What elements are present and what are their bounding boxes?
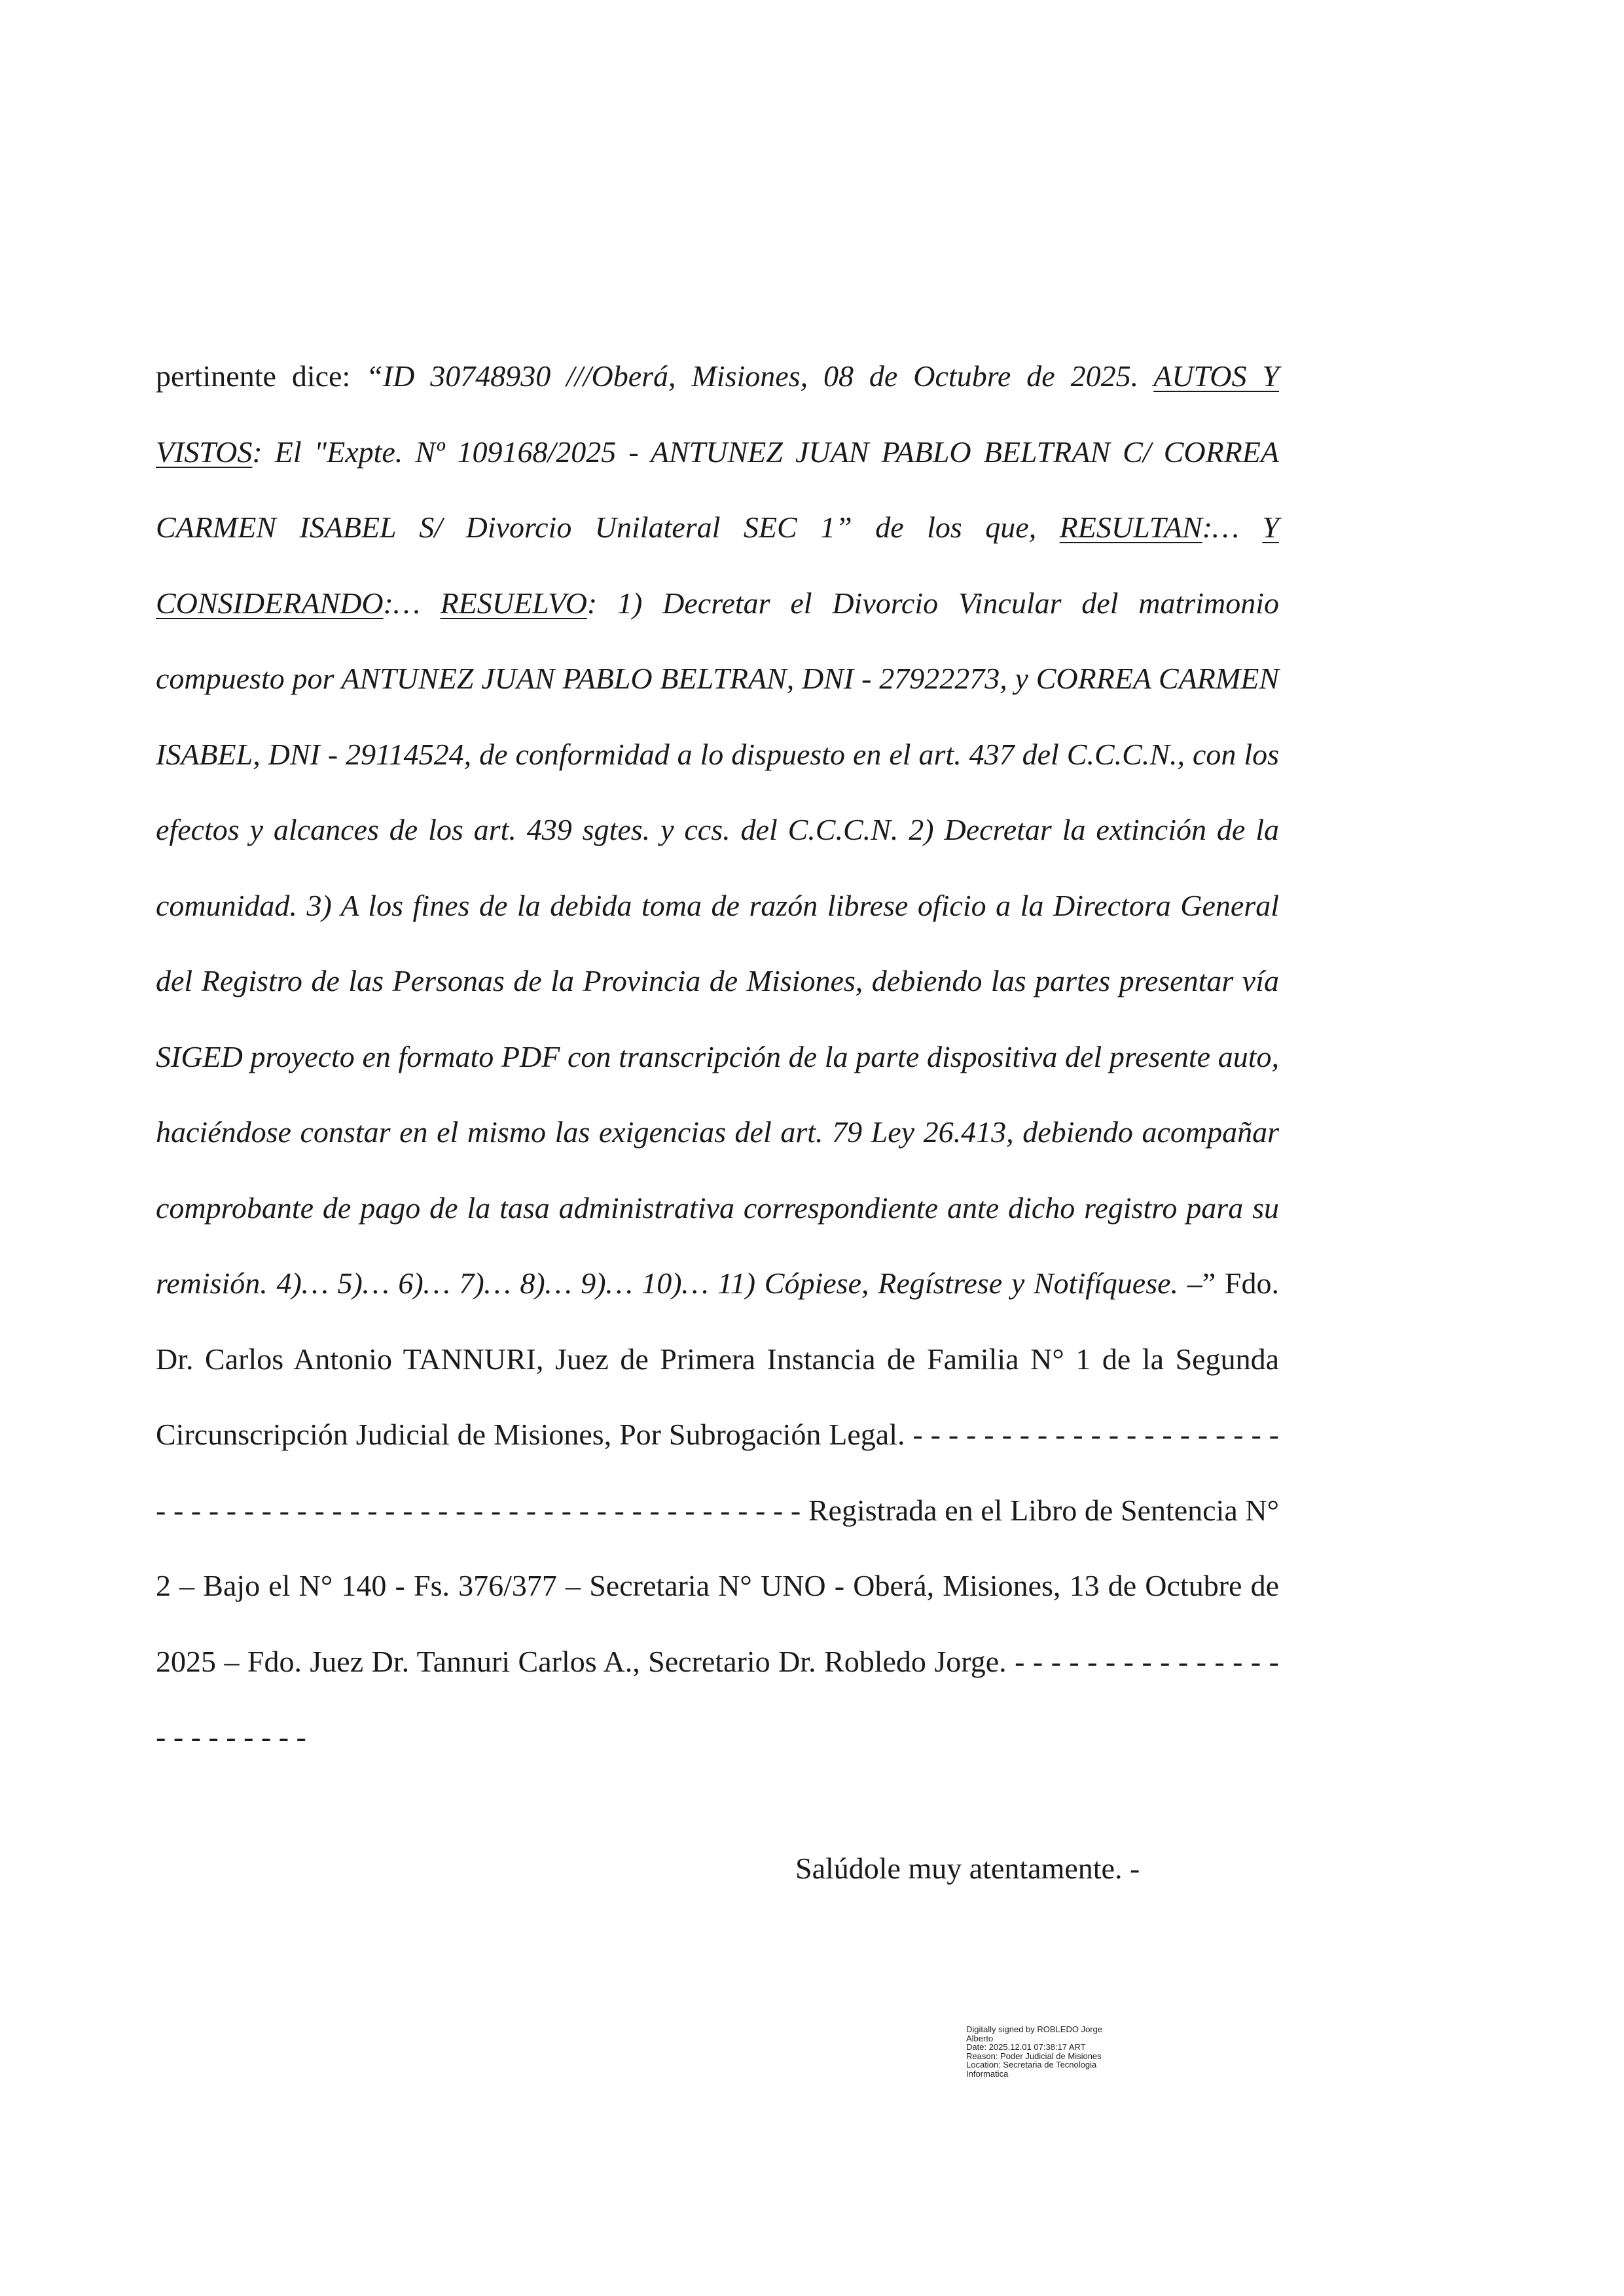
closing-salutation: Salúdole muy atentamente. - bbox=[795, 1852, 1140, 1885]
signature-location-2: Informatica bbox=[966, 2068, 1009, 2079]
intro-text: pertinente dice: bbox=[156, 359, 367, 393]
quoted-resolution-intro: “ID 30748930 ///Oberá, Misiones, 08 de Octubre de 2025. bbox=[366, 359, 1154, 393]
case-reference-text: : El "Expte. Nº 109168/2025 - ANTUNEZ JUAN PABLO BELTRAN C/ CORREA CARMEN ISABEL S/ Divorcio Unilateral SEC 1” de los que, bbox=[156, 435, 1279, 544]
signature-date: Date: 2025.12.01 07:38:17 ART bbox=[966, 2042, 1086, 2052]
resolution-body-text: : 1) Decretar el Divorcio Vincular del matrimonio compuesto por ANTUNEZ JUAN PABLO BELTRAN, DNI - 27922273, y CORREA CARMEN ISABEL, DNI - 29114524, de conformidad a lo dispuesto en el art. 437 del C.C.C.N., con los efectos y alcances de los art. 439 sgtes. y ccs. del C.C.C.N. 2) Decretar la extinción de la comunidad. 3) A los fines de la debida toma de razón librese oficio a la Directora General del Registro de las Personas de la Provincia de Misiones, debiendo las partes presentar vía SIGED proyecto en formato PDF con transcripción de la parte dispositiva del presente auto, haciéndose constar en el mismo las exigencias del art. 79 Ley 26.413, debiendo acompañar comprobante de pago de la tasa administrativa correspondiente ante dicho registro para su remisión. 4)… 5)… 6)… 7)… 8)… 9)… 10)… 11) Cópiese, Regístrese y Notifíquese. bbox=[156, 586, 1279, 1300]
digital-signature-stamp bbox=[966, 2025, 1163, 2078]
autos-y-vistos-heading: AUTOS Y VISTOS bbox=[156, 359, 1279, 469]
signature-location: Location: Secretaria de Tecnologia bbox=[966, 2060, 1097, 2070]
resultan-heading: RESULTAN bbox=[1059, 511, 1202, 544]
ellipsis-text-2: :… bbox=[383, 586, 441, 620]
signature-signer-line: Digitally signed by ROBLEDO Jorge bbox=[966, 2024, 1103, 2034]
ellipsis-text-1: :… bbox=[1202, 511, 1263, 544]
signature-and-registration-text: –” Fdo. Dr. Carlos Antonio TANNURI, Juez de Primera Instancia de Familia N° 1 de la Segunda Circunscripción Judicial de Misiones, Por Subrogación Legal. - - - - - - - - - - - - - - - - - - - - - - - - - - - - - - - - - - - - - - - - - - - - - - - - - - - - - - - - - - Registrada en el Libro de Sentencia N° 2 – Bajo el N° 140 - Fs. 376/377 – Secretaria N° UNO - Oberá, Misiones, 13 de Octubre de 2025 – Fdo. Juez Dr. Tannuri Carlos A., Secretario Dr. Robledo Jorge. - - - - - - - - - - - - - - - - - - - - - - - - bbox=[156, 1266, 1280, 1753]
considerando-heading: Y CONSIDERANDO bbox=[156, 511, 1279, 620]
document-body-paragraph bbox=[156, 338, 1279, 1775]
resuelvo-heading: RESUELVO bbox=[440, 586, 587, 620]
signature-signer-line-2: Alberto bbox=[966, 2033, 994, 2043]
signature-reason: Reason: Poder Judicial de Misiones bbox=[966, 2051, 1102, 2061]
